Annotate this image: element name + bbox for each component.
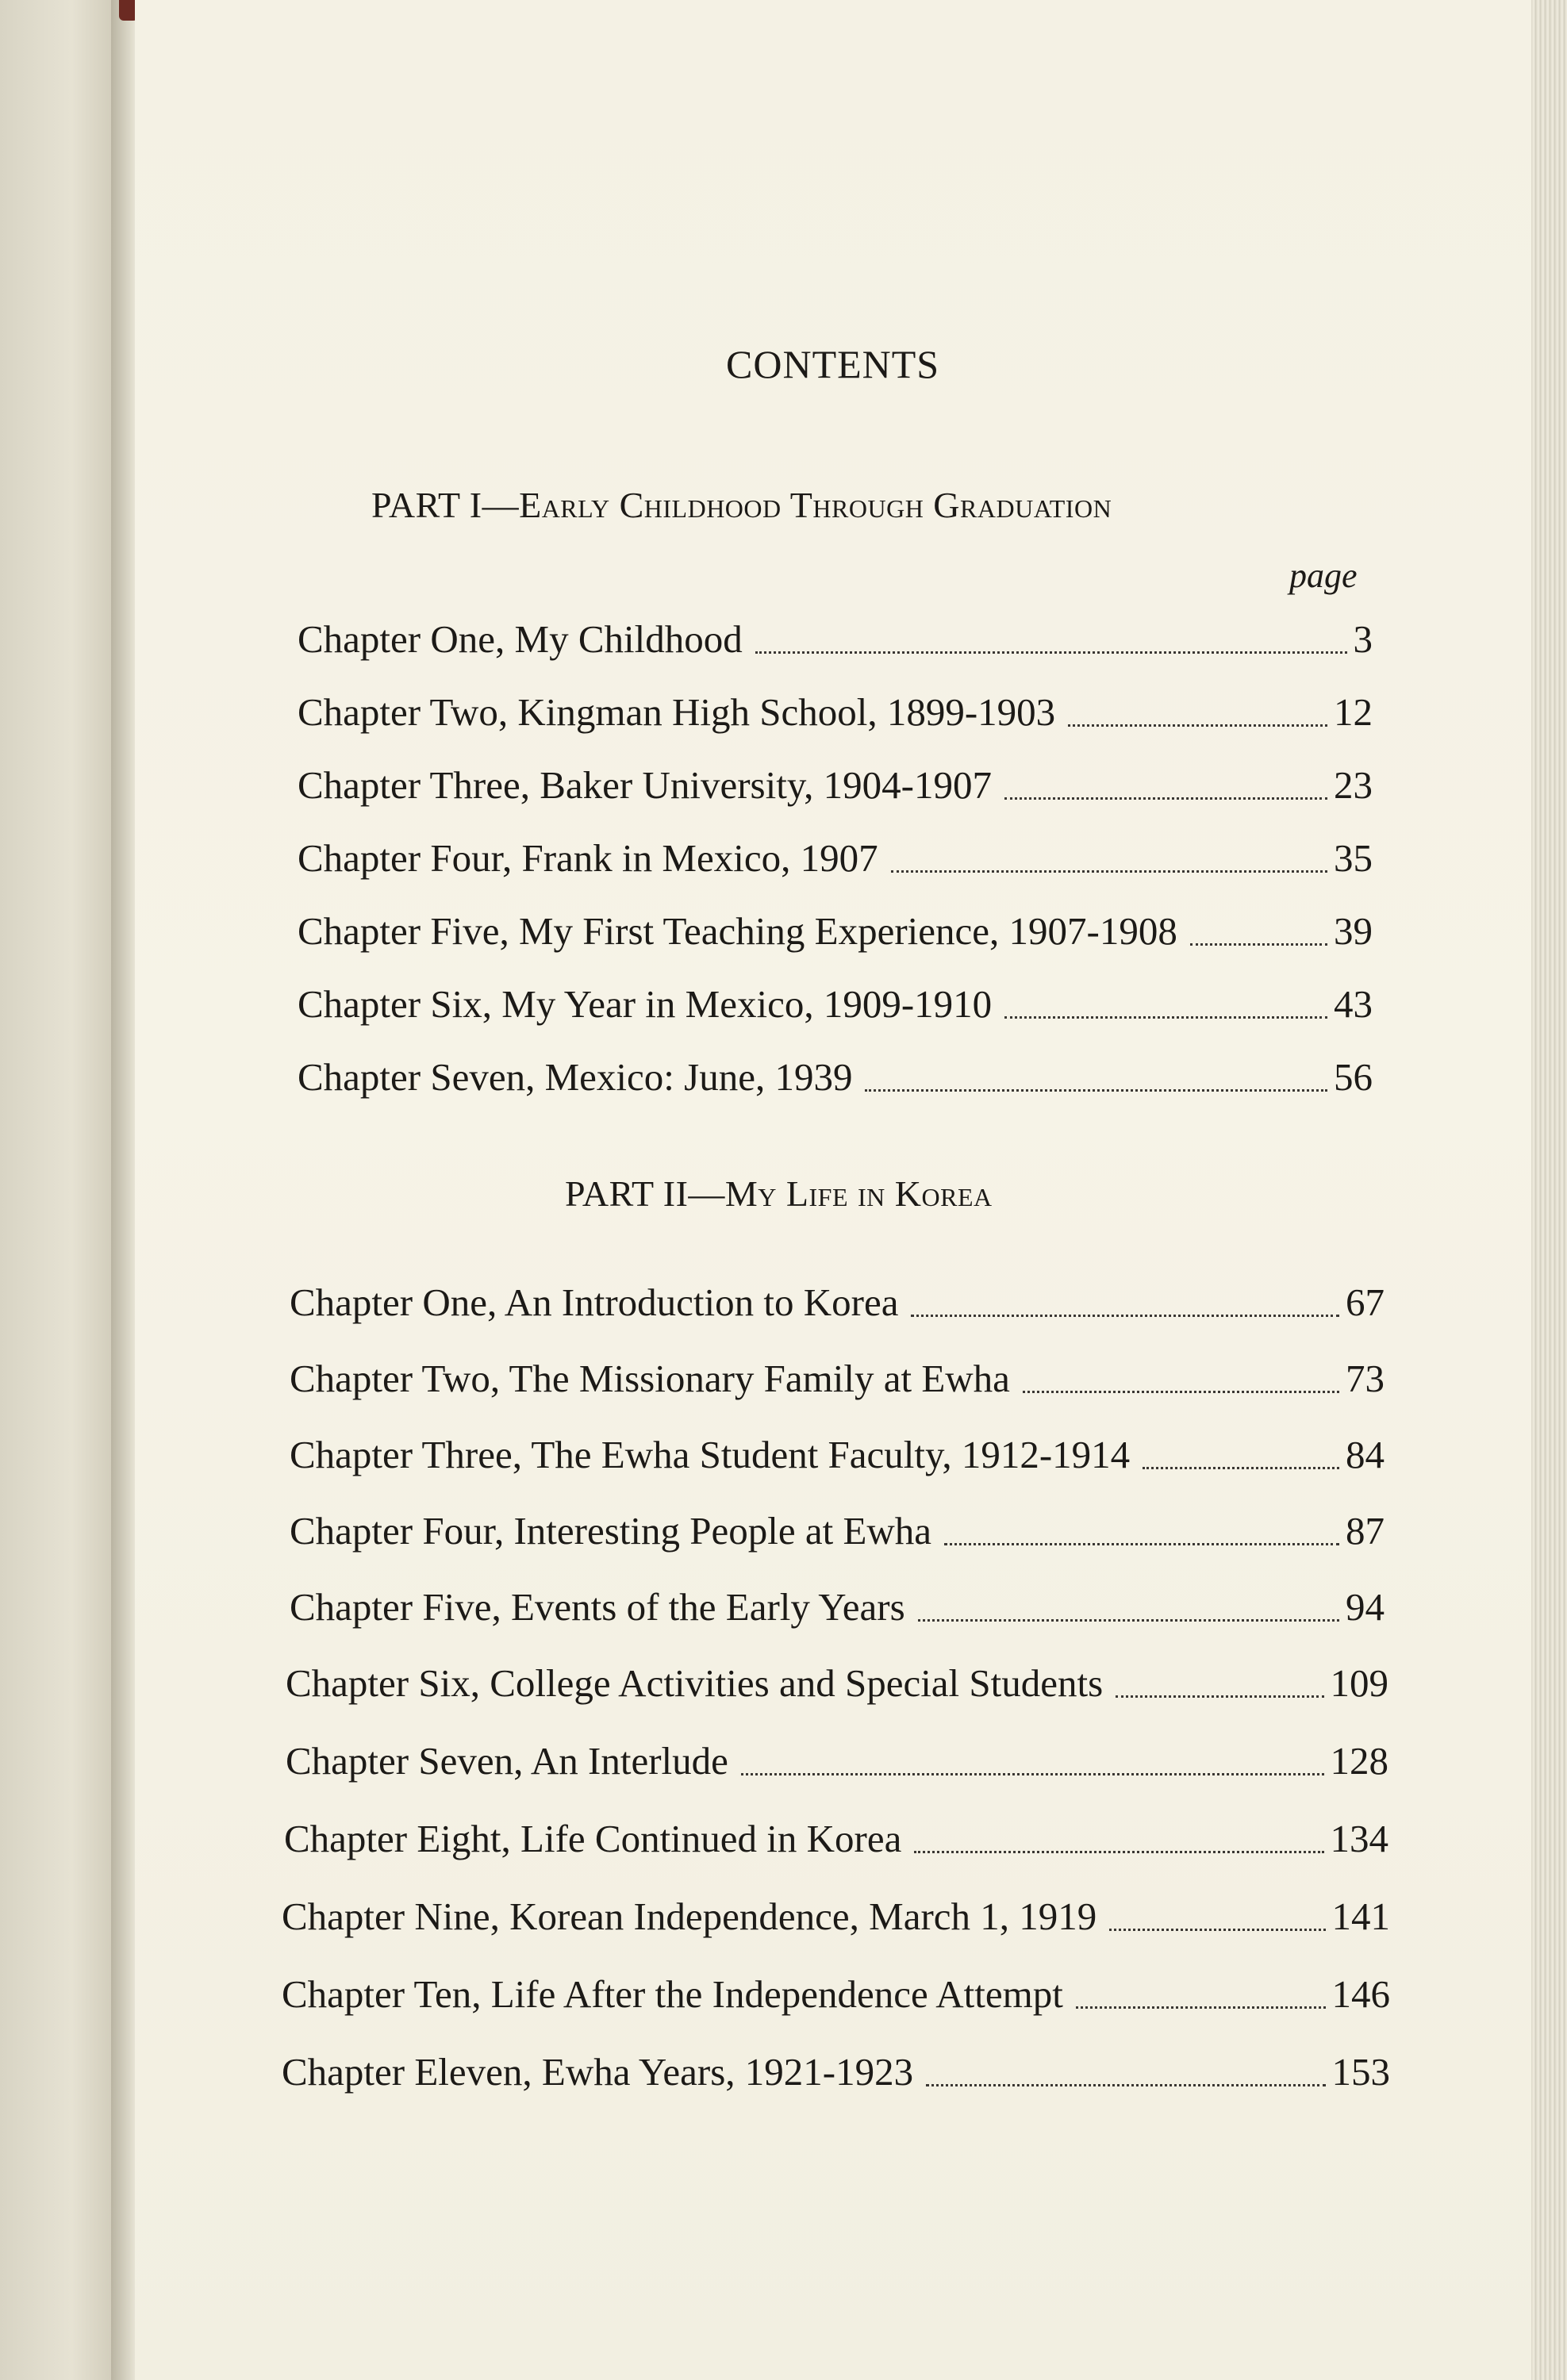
entry-page: 84 bbox=[1346, 1433, 1385, 1476]
entry-label: Chapter Six, College Activities and Special Students bbox=[286, 1661, 1104, 1705]
toc-entry[interactable] bbox=[298, 611, 1373, 662]
entry-page: 134 bbox=[1330, 1817, 1388, 1860]
entry-label: Chapter Ten, Life After the Independence Attempt bbox=[282, 1972, 1063, 2016]
entry-page: 153 bbox=[1331, 2050, 1390, 2094]
entry-page: 73 bbox=[1346, 1357, 1385, 1400]
toc-entry[interactable] bbox=[298, 684, 1373, 735]
dot-leader bbox=[755, 651, 1347, 654]
entry-label: Chapter Two, The Missionary Family at Ewha bbox=[290, 1357, 1010, 1400]
toc-entry[interactable] bbox=[290, 1503, 1385, 1553]
toc-entry[interactable] bbox=[290, 1426, 1385, 1477]
toc-entry[interactable] bbox=[298, 830, 1373, 881]
dot-leader bbox=[1109, 1929, 1325, 1931]
entry-page: 109 bbox=[1330, 1661, 1388, 1705]
facing-page bbox=[0, 0, 119, 2380]
dot-leader bbox=[1068, 724, 1327, 727]
toc-entry[interactable] bbox=[290, 1274, 1385, 1325]
toc-entry[interactable] bbox=[286, 1733, 1388, 1783]
toc-entry[interactable] bbox=[298, 757, 1373, 808]
dot-leader bbox=[1004, 1016, 1327, 1019]
entry-label: Chapter Seven, Mexico: June, 1939 bbox=[298, 1055, 853, 1099]
entry-label: Chapter One, My Childhood bbox=[298, 617, 743, 661]
entry-page: 43 bbox=[1334, 982, 1373, 1026]
entry-label: Chapter Six, My Year in Mexico, 1909-1910 bbox=[298, 982, 993, 1026]
toc-entry[interactable] bbox=[298, 903, 1373, 954]
entry-page: 141 bbox=[1331, 1894, 1390, 1938]
part-2-prefix: PART II— bbox=[565, 1173, 725, 1214]
entry-label: Chapter Seven, An Interlude bbox=[286, 1739, 728, 1783]
page-column-label: page bbox=[1289, 556, 1358, 595]
toc-entry[interactable] bbox=[290, 1350, 1385, 1401]
page-edges bbox=[1531, 0, 1567, 2380]
entry-page: 146 bbox=[1331, 1972, 1390, 2016]
entry-label: Chapter Eight, Life Continued in Korea bbox=[284, 1817, 902, 1860]
dot-leader bbox=[918, 1619, 1339, 1622]
dot-leader bbox=[1004, 797, 1327, 800]
entry-page: 39 bbox=[1334, 909, 1373, 953]
entry-label: Chapter Five, Events of the Early Years bbox=[290, 1585, 905, 1629]
entry-label: Chapter Nine, Korean Independence, March 1, 1919 bbox=[282, 1894, 1097, 1938]
dot-leader bbox=[926, 2084, 1325, 2086]
entry-label: Chapter Four, Interesting People at Ewha bbox=[290, 1509, 932, 1553]
part-2-heading bbox=[565, 1173, 993, 1215]
dot-leader bbox=[944, 1543, 1339, 1545]
toc-entry[interactable] bbox=[282, 1966, 1390, 2017]
dot-leader bbox=[1190, 943, 1327, 946]
page-title: CONTENTS bbox=[726, 342, 940, 386]
toc-entry[interactable] bbox=[298, 1049, 1373, 1100]
dot-leader bbox=[1023, 1391, 1339, 1393]
entry-page: 56 bbox=[1334, 1055, 1373, 1099]
dot-leader bbox=[741, 1773, 1324, 1775]
toc-entry[interactable] bbox=[282, 1888, 1390, 1939]
dot-leader bbox=[1116, 1695, 1323, 1698]
entry-page: 3 bbox=[1353, 617, 1373, 661]
part-2-title: My Life in Korea bbox=[724, 1173, 993, 1214]
entry-page: 128 bbox=[1330, 1739, 1388, 1783]
toc-entry[interactable] bbox=[282, 2044, 1390, 2094]
part-1-prefix: PART I— bbox=[371, 485, 520, 525]
dot-leader bbox=[891, 870, 1327, 873]
toc-entry[interactable] bbox=[284, 1810, 1388, 1861]
entry-page: 35 bbox=[1334, 836, 1373, 880]
entry-label: Chapter Two, Kingman High School, 1899-1903 bbox=[298, 690, 1056, 734]
entry-page: 87 bbox=[1346, 1509, 1385, 1553]
entry-page: 23 bbox=[1334, 763, 1373, 807]
entry-label: Chapter Four, Frank in Mexico, 1907 bbox=[298, 836, 878, 880]
entry-label: Chapter Three, Baker University, 1904-1907 bbox=[298, 763, 992, 807]
dot-leader bbox=[911, 1315, 1339, 1317]
entry-label: Chapter Three, The Ewha Student Faculty, 1912-1914 bbox=[290, 1433, 1131, 1476]
entry-page: 94 bbox=[1346, 1585, 1385, 1629]
entry-label: Chapter Five, My First Teaching Experience, 1907-1908 bbox=[298, 909, 1177, 953]
dot-leader bbox=[914, 1851, 1323, 1853]
toc-entry[interactable] bbox=[298, 976, 1373, 1027]
part-1-heading bbox=[371, 484, 1112, 526]
entry-page: 67 bbox=[1346, 1280, 1385, 1324]
dot-leader bbox=[865, 1089, 1327, 1092]
entry-label: Chapter Eleven, Ewha Years, 1921-1923 bbox=[282, 2050, 914, 2094]
dot-leader bbox=[1076, 2006, 1326, 2009]
part-1-title: Early Childhood Through Graduation bbox=[519, 485, 1112, 525]
toc-entry[interactable] bbox=[286, 1655, 1388, 1706]
entry-label: Chapter One, An Introduction to Korea bbox=[290, 1280, 899, 1324]
entry-page: 12 bbox=[1334, 690, 1373, 734]
toc-entry[interactable] bbox=[290, 1579, 1385, 1630]
dot-leader bbox=[1143, 1467, 1339, 1469]
